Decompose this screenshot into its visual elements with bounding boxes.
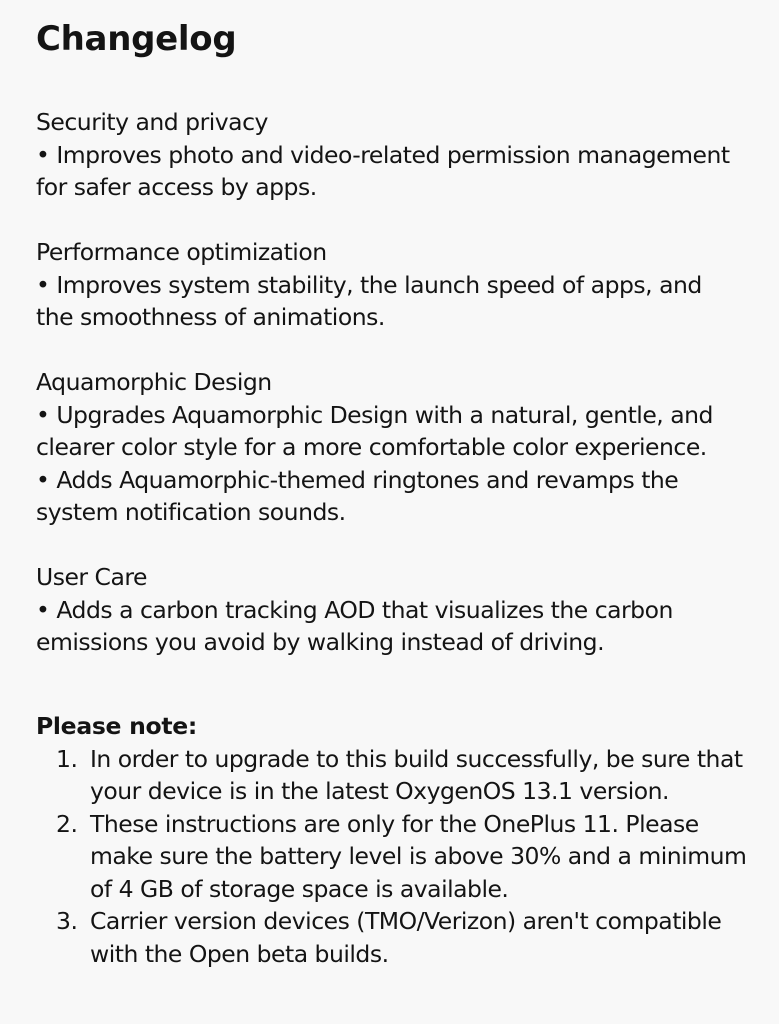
please-note-section [36,710,759,970]
section-performance-optimization [36,236,759,334]
bullet-text: Upgrades Aquamorphic Design with a natural, gentle, and clearer color style for a more comfortable color experience. [36,400,713,461]
section-heading: Aquamorphic Design [36,368,272,396]
bullet-item [36,399,736,464]
bullet-dot: • [36,270,50,299]
bullet-dot: • [36,595,50,624]
note-list [36,743,759,971]
note-text: These instructions are only for the OnePlus 11. Please make sure the battery level is above 30% and a minimum of 4 GB of storage space is available. [90,809,747,903]
bullet-dot: • [36,400,50,429]
note-text: In order to upgrade to this build successfully, be sure that your device is in the latest OxygenOS 13.1 version. [90,744,743,805]
page-title: Changelog [36,19,237,59]
note-item [36,905,759,970]
note-text: Carrier version devices (TMO/Verizon) aren't compatible with the Open beta builds. [90,907,722,968]
section-heading: Security and privacy [36,108,268,136]
bullet-text: Adds Aquamorphic-themed ringtones and revamps the system notification sounds. [36,465,679,526]
bullet-item [36,464,736,529]
note-item [36,743,759,808]
note-number: 2. [56,809,78,838]
bullet-dot: • [36,465,50,494]
bullet-item [36,594,736,659]
bullet-dot: • [36,140,50,169]
bullet-item [36,139,736,204]
bullet-text: Improves system stability, the launch speed of apps, and the smoothness of animations. [36,270,702,331]
note-item [36,808,759,906]
bullet-item [36,269,736,334]
section-aquamorphic-design [36,366,759,529]
section-heading: Performance optimization [36,238,327,266]
section-heading: User Care [36,563,147,591]
changelog-sections [36,106,759,659]
section-user-care [36,561,759,659]
note-number: 3. [56,907,78,935]
bullet-text: Improves photo and video-related permission management for safer access by apps. [36,140,730,201]
bullet-text: Adds a carbon tracking AOD that visualizes the carbon emissions you avoid by walking instead of driving. [36,595,673,656]
note-number: 1. [56,744,78,773]
section-security-privacy [36,106,759,204]
note-heading: Please note: [36,712,198,740]
